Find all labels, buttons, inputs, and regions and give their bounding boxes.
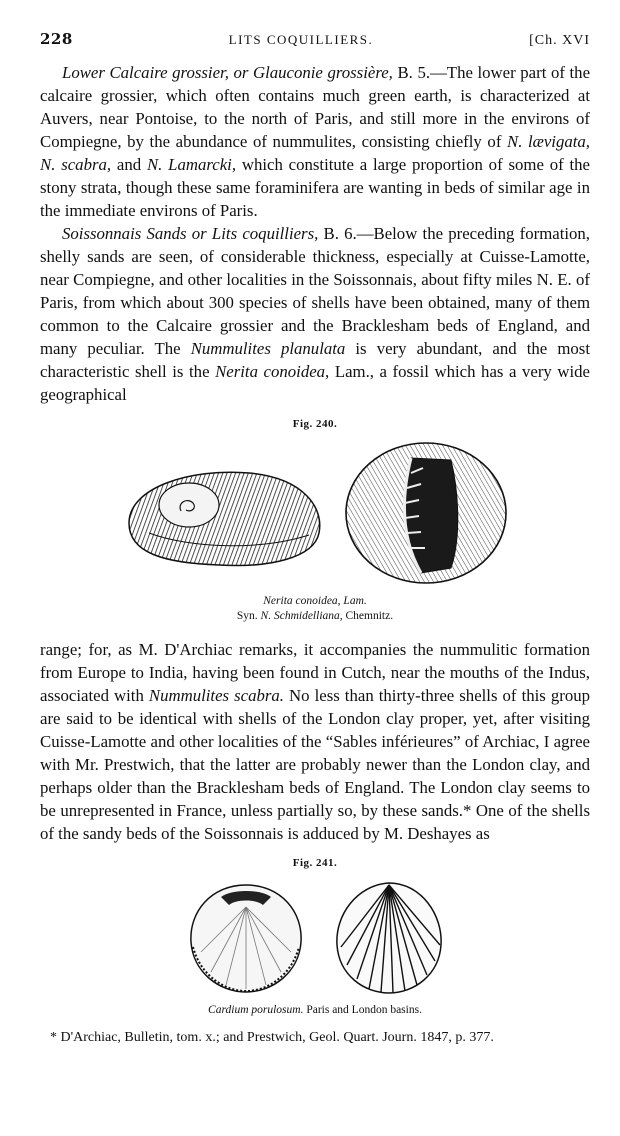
caption-species: Cardium porulosum. bbox=[208, 1004, 304, 1016]
figure-label: Fig. 241. bbox=[292, 857, 338, 869]
cardium-interior-illustration bbox=[181, 877, 311, 997]
nerita-shell-side-illustration bbox=[119, 453, 329, 573]
paragraph-text: range; for, as M. D'Archiac remarks, it accompanies the nummulitic formation from Europe to India, having been found in Cutch, near the mouths of the Indus, associated with bbox=[40, 640, 590, 705]
book-page bbox=[40, 30, 590, 1048]
section-heading: Soissonnais Sands or Lits coquilliers, bbox=[62, 224, 319, 243]
species-name: Nerita conoidea, bbox=[215, 362, 330, 381]
paragraph-text: and bbox=[111, 155, 147, 174]
page-number: 228 bbox=[40, 30, 73, 48]
paragraph-soissonnais bbox=[40, 222, 590, 406]
figure-241 bbox=[40, 857, 590, 1018]
caption-text: Paris and London basins. bbox=[303, 1004, 422, 1016]
footnote: * D'Archiac, Bulletin, tom. x.; and Prestwich, Geol. Quart. Journ. 1847, p. 377. bbox=[50, 1030, 494, 1045]
running-title: LITS COQUILLIERS. bbox=[228, 32, 374, 47]
caption-text: Chemnitz. bbox=[342, 610, 394, 622]
figure-caption bbox=[40, 1003, 590, 1018]
species-name: N. Lamarcki, bbox=[146, 155, 237, 174]
section-heading: Lower Calcaire grossier, or Glauconie grossière, bbox=[62, 63, 393, 82]
chapter-marker: [Ch. XVI bbox=[529, 33, 590, 48]
species-name: Nummulites scabra. bbox=[148, 686, 284, 705]
figure-illustrations bbox=[40, 438, 590, 588]
paragraph-text: B. 6.—Below the preceding formation, shelly sands are seen, of considerable thickness, especially at Cuisse-Lamotte, near Compiegne, and other localities in the Soissonnais, about fifty miles N. E. of Paris, from which about 300 species of shells have been obtained, many of them common to the Calcaire grossier and the Bracklesham beds of England, and many peculiar. The bbox=[40, 224, 590, 358]
paragraph-text: which constitute a large proportion of some of the stony strata, though these same foraminifera are wanting in beds of similar age in the immediate environs of Paris. bbox=[40, 155, 590, 220]
paragraph-text: B. 5.—The lower part of the calcaire grossier, which often contains much green earth, is characterized at Auvers, near Pontoise, to the north of Paris, and still more in the environs of Compiegne, by the abundance of nummulites, consisting chiefly of bbox=[40, 63, 591, 151]
figure-label: Fig. 240. bbox=[292, 418, 338, 430]
paragraph-text: No less than thirty-three shells of this group are said to be identical with shells of the London clay proper, yet, after visiting Cuisse-Lamotte and other localities of the “Sables inférieures” of Archiac, I agree with Mr. Prestwich, that the latter are probably newer than the London clay, and perhaps older than the Bracklesham beds of England. The London clay seems to be unrepresented in France, unless partially so, by these sands.* One of the shells of the sandy beds of the Soissonnais is adduced by M. Deshayes as bbox=[40, 686, 591, 843]
cardium-exterior-illustration bbox=[329, 877, 449, 997]
paragraph-text: Lam., a fossil which has a very wide geographical bbox=[40, 362, 591, 404]
nerita-shell-aperture-illustration bbox=[341, 438, 511, 588]
paragraph-lower-calcaire bbox=[40, 61, 590, 222]
running-header bbox=[40, 30, 590, 49]
paragraph-text: is very abundant, and the most characteristic shell is the bbox=[40, 339, 590, 381]
figure-illustrations bbox=[40, 877, 590, 997]
figure-240 bbox=[40, 418, 590, 624]
figure-caption bbox=[40, 594, 590, 624]
species-name: Nummulites planulata bbox=[190, 339, 346, 358]
caption-species: N. Schmidelliana, bbox=[260, 610, 343, 622]
paragraph-range bbox=[40, 638, 590, 845]
caption-text: Syn. bbox=[236, 610, 261, 622]
caption-line: Nerita conoidea, Lam. bbox=[263, 595, 367, 607]
species-name: N. lævigata, N. scabra, bbox=[40, 132, 590, 174]
